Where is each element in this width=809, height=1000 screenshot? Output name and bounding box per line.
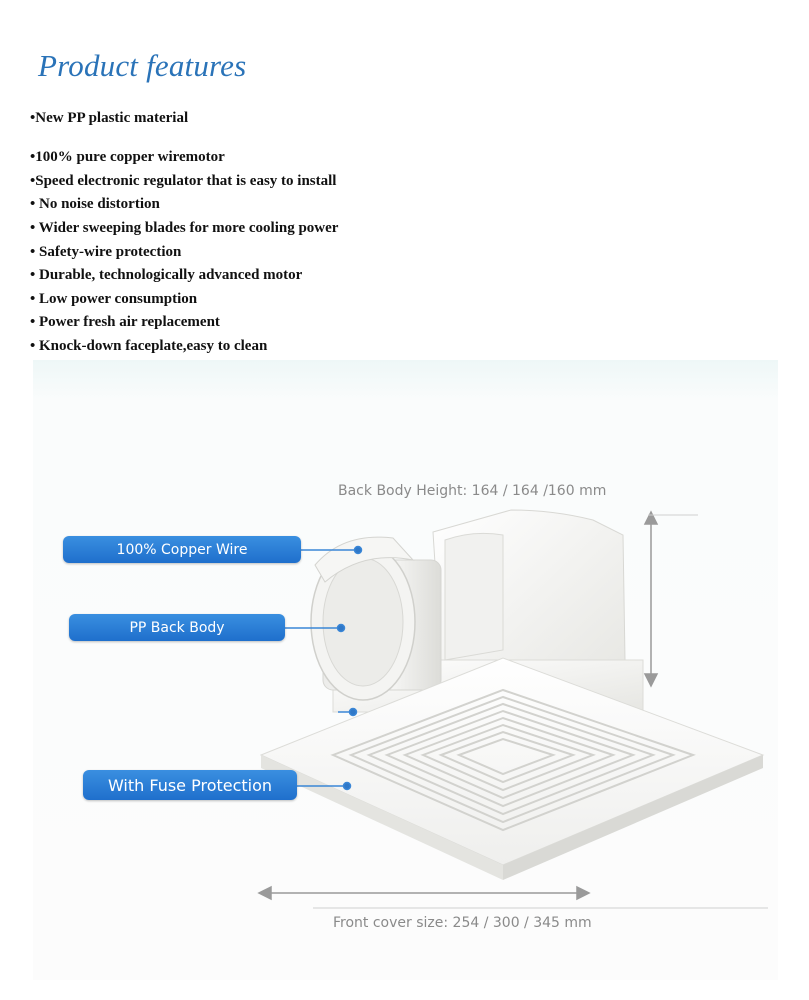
feature-item: • No noise distortion [30,196,160,212]
width-arrow [259,887,768,908]
feature-item: • Wider sweeping blades for more cooling power [30,220,339,236]
feature-item: •Speed electronic regulator that is easy to install [30,173,337,189]
pp-back-body-callout: PP Back Body [69,614,285,641]
feature-item: •New PP plastic material [30,110,189,126]
product-photo [33,360,778,980]
duct-collar [311,537,441,700]
fuse-protection-callout: With Fuse Protection [83,770,297,800]
feature-item: •100% pure copper wiremotor [30,149,225,165]
feature-item: • Safety-wire protection [30,244,182,260]
front-cover-size-label: Front cover size: 254 / 300 / 345 mm [333,915,592,931]
feature-item: • Knock-down faceplate,easy to clean [30,338,268,354]
feature-item: • Low power consumption [30,291,198,307]
exhaust-fan-illustration [33,360,778,980]
back-body-height-label: Back Body Height: 164 / 164 /160 mm [338,483,607,499]
height-arrow [645,512,698,686]
page-title: Product features [38,48,247,83]
feature-item: • Power fresh air replacement [30,314,220,330]
feature-item: • Durable, technologically advanced motor [30,267,303,283]
copper-wire-callout: 100% Copper Wire [63,536,301,563]
